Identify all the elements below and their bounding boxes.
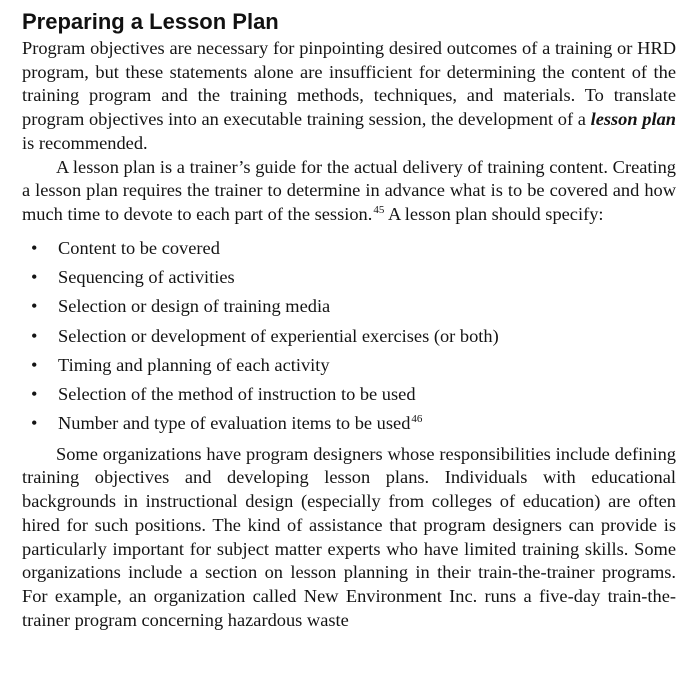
bullet-icon: • bbox=[31, 413, 38, 434]
list-item bbox=[22, 292, 676, 321]
bullet-icon: • bbox=[31, 384, 38, 405]
list-item-text: Content to be covered bbox=[58, 237, 220, 258]
list-item bbox=[22, 351, 676, 380]
bullet-icon: • bbox=[31, 266, 38, 287]
list-item bbox=[22, 234, 676, 263]
bullet-icon: • bbox=[31, 354, 38, 375]
list-item bbox=[22, 380, 676, 409]
paragraph-intro-text: Program objectives are necessary for pinpointing desired outcomes of a training or HRD program, but these statements alone are insufficient for determining the content of the training program and the training methods, techniques, and materials. To translate program objectives into an executable training session, the development of a bbox=[22, 38, 676, 130]
paragraph-definition-end: A lesson plan should specify: bbox=[384, 203, 604, 224]
paragraph-definition bbox=[22, 156, 676, 227]
bullet-icon: • bbox=[31, 296, 38, 317]
paragraph-program-designers: Some organizations have program designers whose responsibilities include defining training objectives and developing lesson plans. Individuals with educational backgrounds in instructional design (especially from colleges of education) are often hired for such positions. The kind of assistance that program designers can provide is particularly important for subject matter experts who have limited training skills. Some organizations include a section on lesson planning in their train-the-trainer programs. For example, an organization called New Environment Inc. runs a five-day train-the-trainer program concerning hazardous waste bbox=[22, 443, 676, 630]
footnote-ref-45: 45 bbox=[373, 203, 385, 216]
list-item bbox=[22, 409, 676, 438]
key-term-lesson-plan: lesson plan bbox=[590, 109, 676, 130]
list-item-text: Timing and planning of each activity bbox=[58, 354, 330, 375]
list-item bbox=[22, 322, 676, 351]
paragraph-intro-end: is recommended. bbox=[22, 132, 148, 153]
footnote-ref-46: 46 bbox=[411, 413, 423, 426]
paragraph-intro bbox=[22, 37, 676, 156]
bullet-icon: • bbox=[31, 237, 38, 258]
section-heading: Preparing a Lesson Plan bbox=[22, 9, 279, 34]
list-item-text: Selection or design of training media bbox=[58, 296, 331, 317]
bullet-icon: • bbox=[31, 325, 38, 346]
paragraph-definition-text: A lesson plan is a trainer’s guide for the actual delivery of training content. Creating a lesson plan requires the trainer to determine in advance what is to be covered and how much time to devote to each part of the session. bbox=[22, 156, 676, 224]
list-item-text: Selection or development of experiential exercises (or both) bbox=[58, 325, 499, 346]
lesson-plan-list bbox=[22, 234, 676, 439]
list-item bbox=[22, 263, 676, 292]
list-item-text: Number and type of evaluation items to be used bbox=[58, 413, 411, 434]
document-page bbox=[22, 8, 676, 632]
list-item-text: Selection of the method of instruction to be used bbox=[58, 384, 416, 405]
list-item-text: Sequencing of activities bbox=[58, 266, 235, 287]
